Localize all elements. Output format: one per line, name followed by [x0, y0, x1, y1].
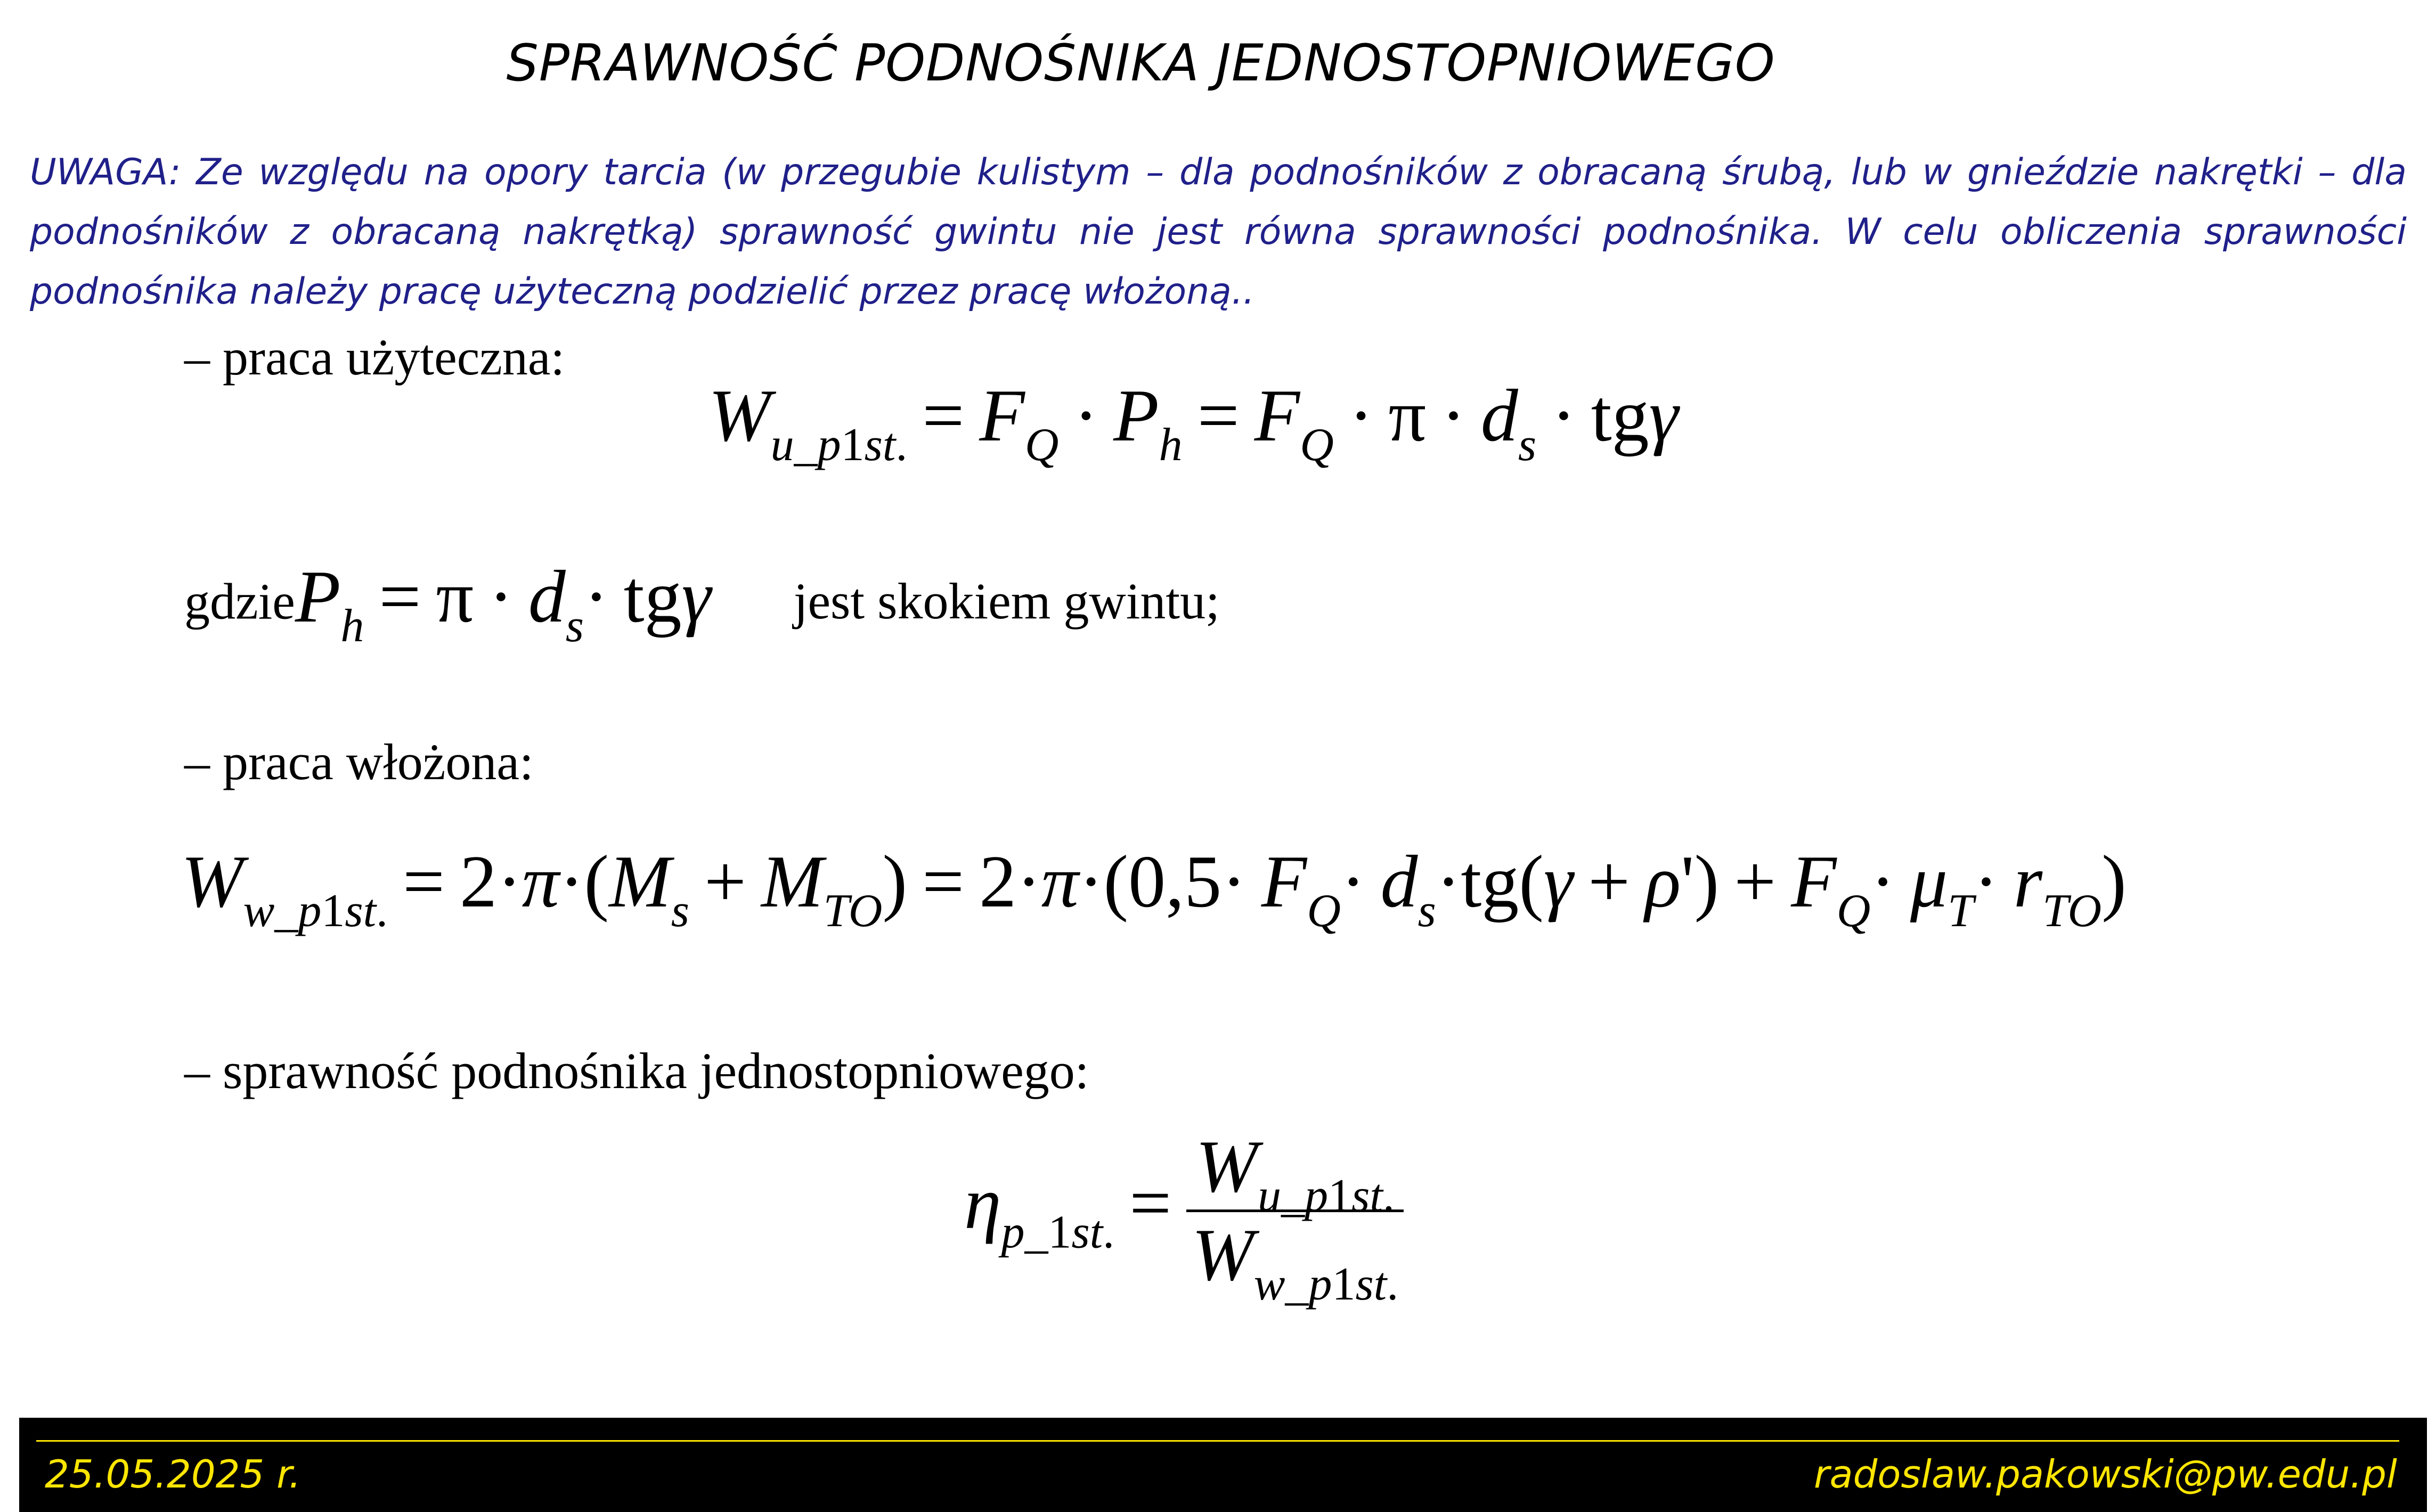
pitch-note: jest skokiem gwintu;: [793, 573, 1220, 630]
efficiency-fraction: $\frac{W_{u\_p1st.}}{W_{w\_p1st.}}$: [1186, 1124, 1404, 1298]
footer-date: 25.05.2025 r.: [45, 1452, 302, 1497]
useful-work-label: – praca użyteczna:: [184, 329, 565, 386]
efficiency-label: – sprawność podnośnika jednostopniowego:: [184, 1042, 1089, 1099]
footer-divider: [36, 1440, 2399, 1442]
where-label: gdzie: [184, 573, 295, 630]
useful-work-formula: $W_{u\_p1st.} = F_Q \cdot P_h = F_Q \cdot \pi \cdot d_s \cdot tg\gamma$: [708, 374, 1679, 471]
friction-note: UWAGA: Ze względu na opory tarcia (w przegubie kulistym – dla podnośników z obracaną śrubą, lub w gnieździe nakrętki – dla podnośników z obracaną nakrętką) sprawność gwintu nie jest równa sprawności podnośnika. W celu obliczenia sprawności podnośnika należy pracę użyteczną podzielić przez pracę włożoną..: [30, 151, 2407, 313]
footer-bar: [19, 1418, 2427, 1512]
input-work-formula: $W_{w\_p1st.} = 2\cdot\pi\cdot(M_s + M_{TO}) = 2\cdot\pi\cdot(0,5\cdot F_Q\cdot d_s\cdot tg(\gamma + \rho') + F_Q\cdot \mu_T\cdot r_{TO})$: [181, 840, 2127, 937]
efficiency-formula: $\eta_{p\_1st.}$ = $\frac{W_{u\_p1st.}}{W_{w\_p1st.}}$: [964, 1124, 1404, 1298]
pitch-formula-line: gdzieP$_h$ = $\pi \cdot d_s\cdot tg\gamma$ jest skokiem gwintu;: [184, 555, 1220, 652]
slide-title: SPRAWNOŚĆ PODNOŚNIKA JEDNOSTOPNIOWEGO: [506, 34, 1775, 93]
input-work-label: – praca włożona:: [184, 733, 534, 790]
footer-email[interactable]: radoslaw.pakowski@pw.edu.pl: [1813, 1452, 2397, 1497]
